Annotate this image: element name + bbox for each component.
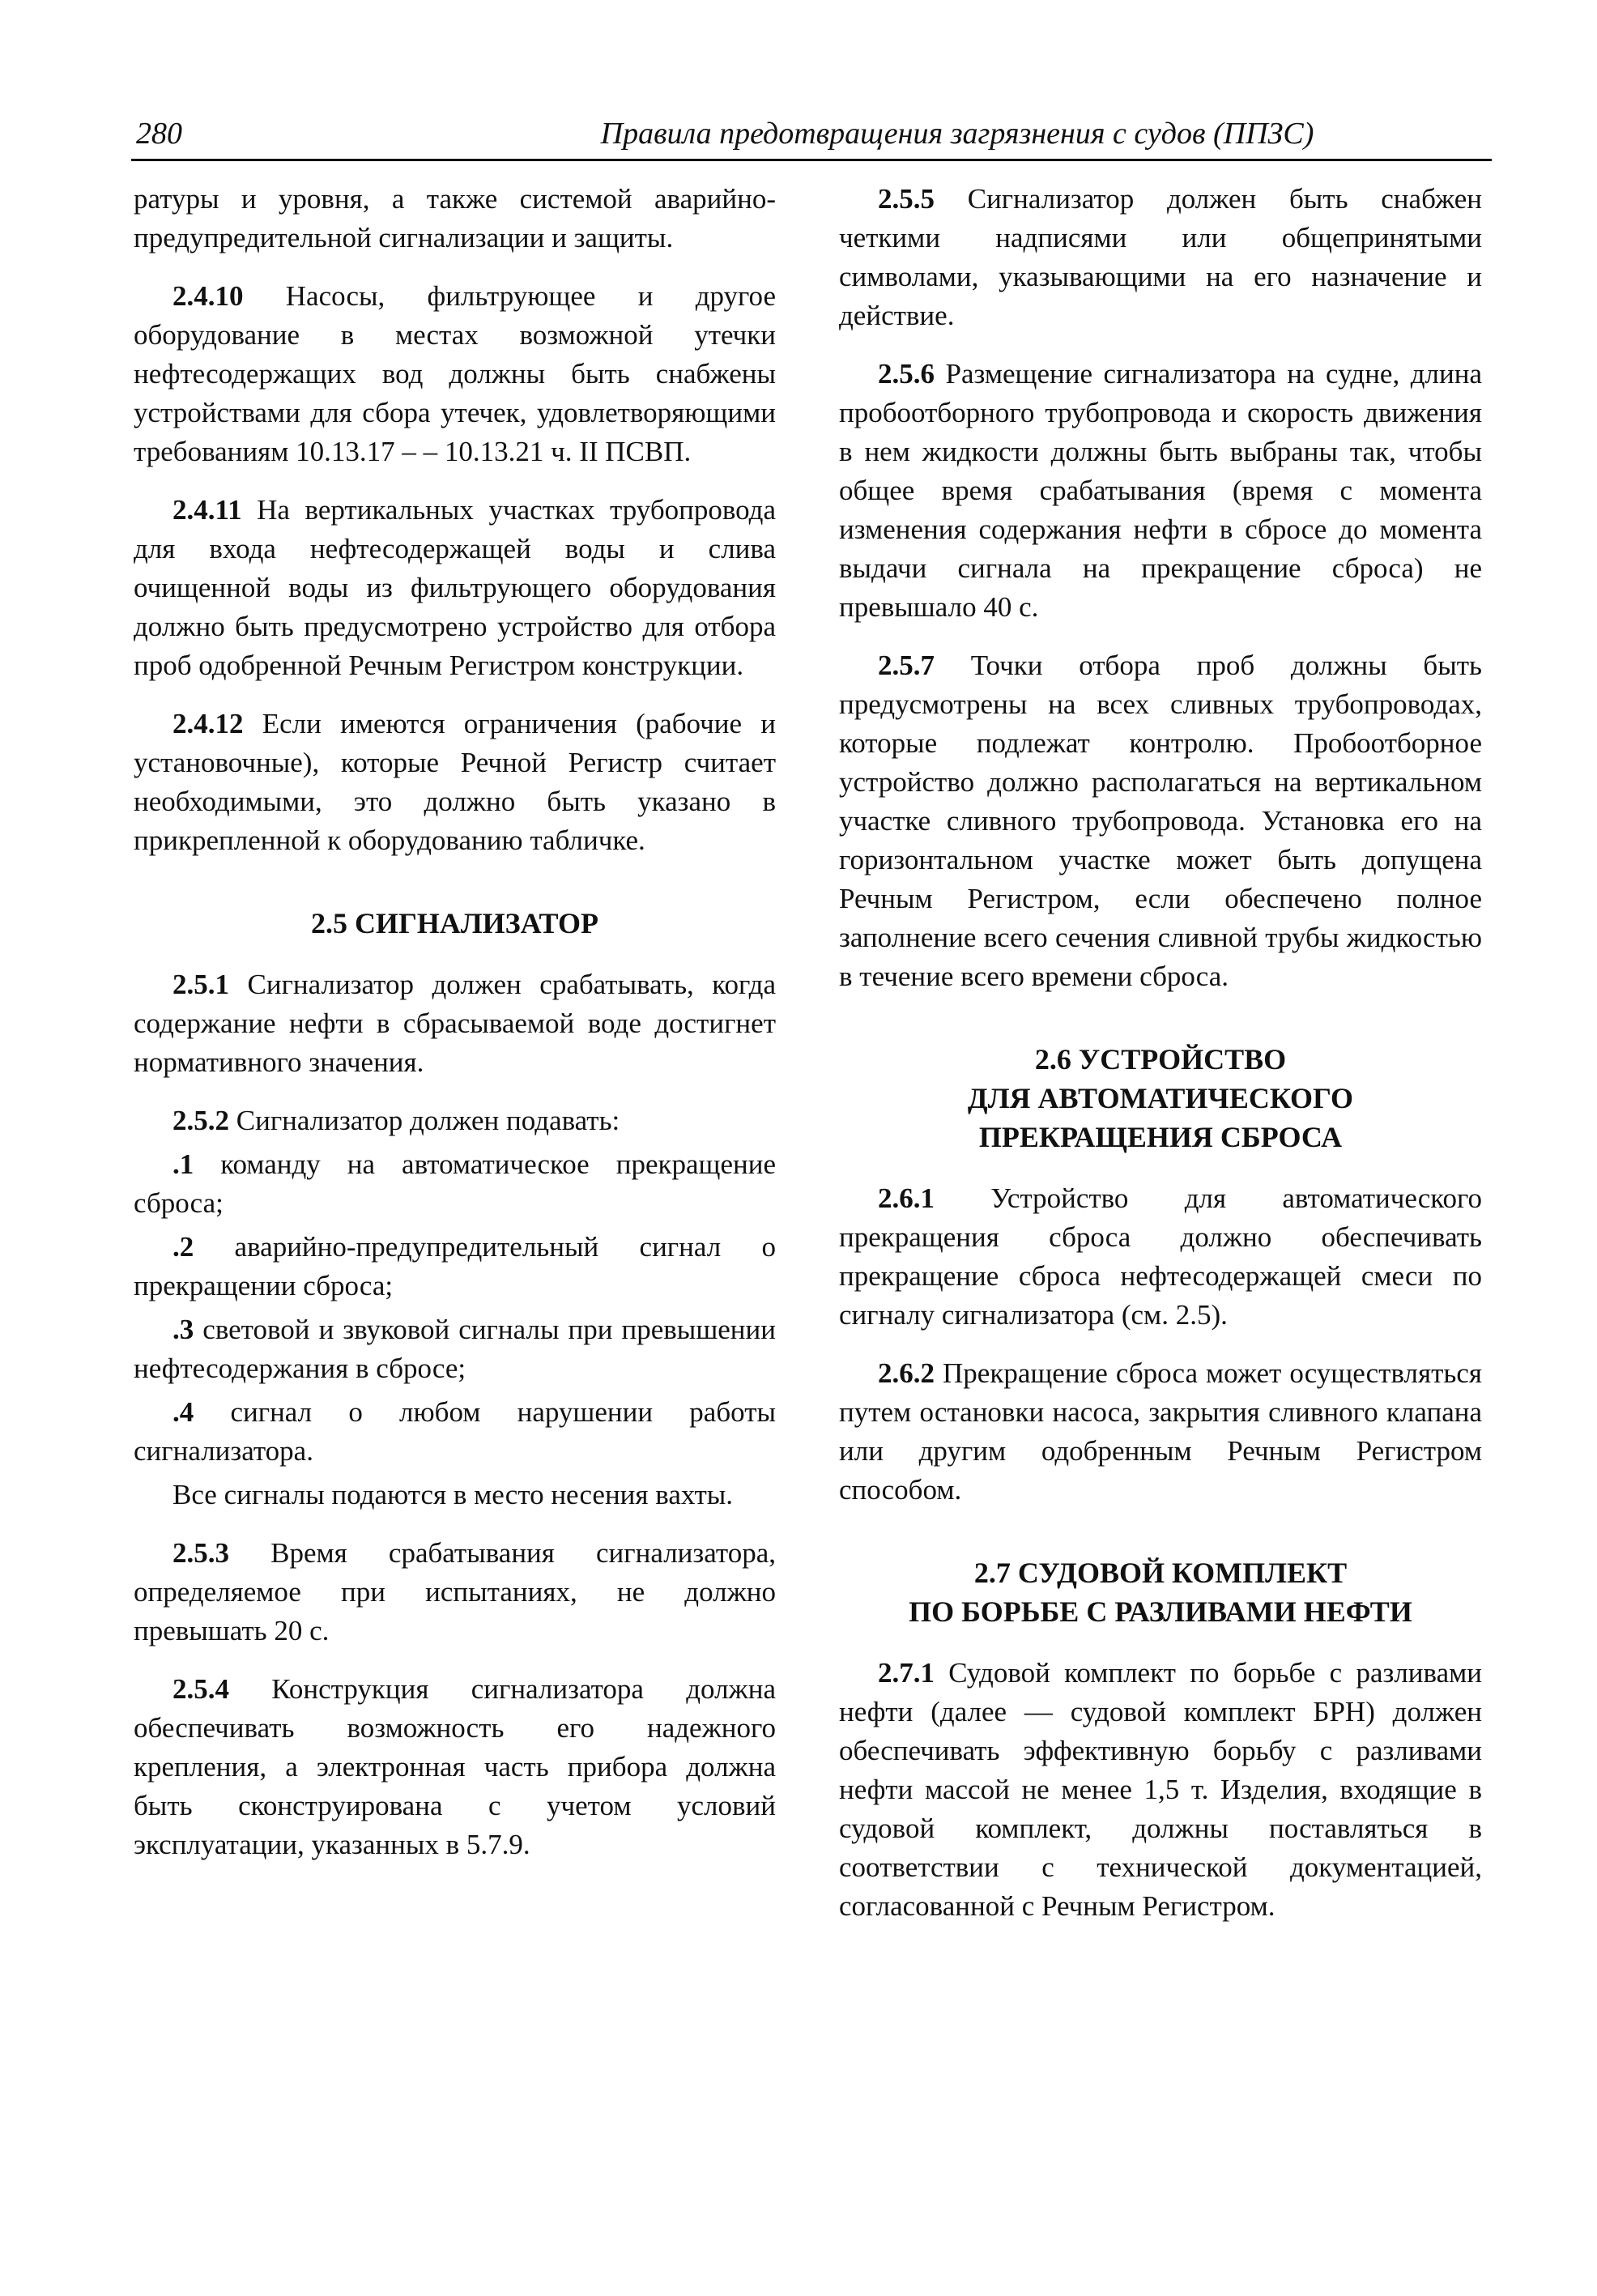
header-rule (131, 159, 1492, 161)
clause-number: 2.5.5 (878, 183, 935, 215)
heading-line: ПО БОРЬБЕ С РАЗЛИВАМИ НЕФТИ (909, 1595, 1412, 1628)
clause-text: Точки отбора проб должны быть предусмотрены на всех сливных трубопроводах, которые подлежат контролю. Пробоотборное устройство должно располагаться на вертикальном участке сливного трубопровода. Установка его на горизонтальном участке может быть допущена Речным Регистром, если обеспечено полное заполнение всего сечения сливной трубы жидкостью в течение всего времени сброса. (839, 650, 1482, 992)
item-text: команду на автоматическое прекращение сброса; (134, 1148, 776, 1219)
clause-number: 2.5.4 (172, 1673, 229, 1705)
left-column (134, 180, 776, 1884)
clause-number: 2.4.10 (172, 280, 244, 312)
clause-number: 2.5.1 (172, 969, 229, 1000)
item-number: .4 (172, 1396, 194, 1428)
signals-note (134, 1476, 776, 1514)
clause-text: На вертикальных участках трубопровода для входа нефтесодержащей воды и слива очищенной воды из фильтрующего оборудования должно быть предусмотрено устройство для отбора проб одобренной Речным Регистром конструкции. (134, 494, 776, 681)
clause-2-5-6 (839, 355, 1482, 627)
clause-2-5-5 (839, 180, 1482, 335)
clause-2-6-1 (839, 1179, 1482, 1335)
item-number: .3 (172, 1314, 194, 1345)
clause-text: Устройство для автоматического прекращения сброса должно обеспечивать прекращение сброса нефтесодержащей смеси по сигналу сигнализатора (см. 2.5). (839, 1182, 1482, 1331)
item-number: .2 (172, 1231, 194, 1263)
heading-line: ДЛЯ АВТОМАТИЧЕСКОГО (967, 1082, 1354, 1114)
item-text: световой и звуковой сигналы при превышении нефтесодержания в сбросе; (134, 1314, 776, 1384)
clause-2-5-3 (134, 1534, 776, 1651)
clause-text: Прекращение сброса может осуществляться путем остановки насоса, закрытия сливного клапана или другим одобренным Речным Регистром способом. (839, 1357, 1482, 1506)
heading-line: ПРЕКРАЩЕНИЯ СБРОСА (978, 1121, 1343, 1153)
clause-text: Насосы, фильтрующее и другое оборудование в местах возможной утечки нефтесодержащих вод должны быть снабжены устройствами для сбора утечек, удовлетворяющими требованиям 10.13.17 – – 10.13.21 ч. II ПСВП. (134, 280, 776, 467)
clause-2-4-12 (134, 705, 776, 860)
item-text: аварийно-предупредительный сигнал о прекращении сброса; (134, 1231, 776, 1301)
list-item-1 (134, 1145, 776, 1223)
clause-text: Судовой комплект по борьбе с разливами нефти (далее — судовой комплект БРН) должен обеспечивать эффективную борьбу с разливами нефти массой не менее 1,5 т. Изделия, входящие в судовой комплект, должны поставляться в соответствии с технической документацией, согласованной с Речным Регистром. (839, 1657, 1482, 1922)
clause-2-7-1 (839, 1654, 1482, 1926)
item-text: сигнал о любом нарушении работы сигнализатора. (134, 1396, 776, 1467)
section-heading-2-7 (839, 1553, 1482, 1631)
clause-2-4-11 (134, 491, 776, 685)
clause-text: Если имеются ограничения (рабочие и установочные), которые Речной Регистр считает необходимыми, это должно быть указано в прикрепленной к оборудованию табличке. (134, 708, 776, 856)
list-item-2 (134, 1228, 776, 1306)
item-number: .1 (172, 1148, 194, 1180)
heading-line: 2.6 УСТРОЙСТВО (1034, 1043, 1287, 1076)
clause-text: Время срабатывания сигнализатора, определяемое при испытаниях, не должно превышать 20 с. (134, 1537, 776, 1646)
paragraph-text: ратуры и уровня, а также системой аварийно-предупредительной сигнализации и защиты. (134, 183, 776, 253)
section-heading-2-5: 2.5 СИГНАЛИЗАТОР (310, 907, 599, 939)
page-number: 280 (136, 117, 182, 151)
clause-number: 2.5.3 (172, 1537, 229, 1569)
list-item-4 (134, 1393, 776, 1471)
clause-text: Конструкция сигнализатора должна обеспечивать возможность его надежного крепления, а электронная часть прибора должна быть сконструирована с учетом условий эксплуатации, указанных в 5.7.9. (134, 1673, 776, 1860)
page-header (131, 113, 1492, 162)
clause-2-4-10 (134, 277, 776, 471)
section-heading-2-6 (839, 1040, 1482, 1157)
clause-text: Сигнализатор должен подавать: (229, 1105, 620, 1136)
clause-number: 2.7.1 (878, 1657, 935, 1689)
clause-number: 2.6.1 (878, 1182, 935, 1214)
heading-line: 2.7 СУДОВОЙ КОМПЛЕКТ (973, 1557, 1348, 1589)
clause-2-5-4 (134, 1670, 776, 1864)
clause-number: 2.5.2 (172, 1105, 229, 1136)
clause-number: 2.6.2 (878, 1357, 935, 1389)
clause-text: Сигнализатор должен срабатывать, когда содержание нефти в сбрасываемой воде достигнет нормативного значения. (134, 969, 776, 1078)
clause-number: 2.4.11 (172, 494, 242, 526)
clause-2-5-2 (134, 1101, 776, 1140)
clause-number: 2.5.6 (878, 358, 935, 390)
list-item-3 (134, 1310, 776, 1388)
clause-2-5-1 (134, 965, 776, 1082)
clause-number: 2.5.7 (878, 650, 935, 681)
clause-text: Размещение сигнализатора на судне, длина пробоотборного трубопровода и скорость движения в нем жидкости должны быть выбраны так, чтобы общее время срабатывания (время с момента изменения содержания нефти в сбросе до момента выдачи сигнала на прекращение сброса) не превышало 40 с. (839, 358, 1482, 623)
clause-text: Сигнализатор должен быть снабжен четкими надписями или общепринятыми символами, указывающими на его назначение и действие. (839, 183, 1482, 331)
right-column (839, 180, 1482, 1945)
clause-number: 2.4.12 (172, 708, 244, 739)
clause-2-5-7 (839, 646, 1482, 996)
running-title: Правила предотвращения загрязнения с судов (ППЗС) (600, 117, 1314, 151)
paragraph-text: Все сигналы подаются в место несения вахты. (172, 1479, 734, 1510)
clause-2-6-2 (839, 1354, 1482, 1510)
paragraph-continuation (134, 180, 776, 258)
